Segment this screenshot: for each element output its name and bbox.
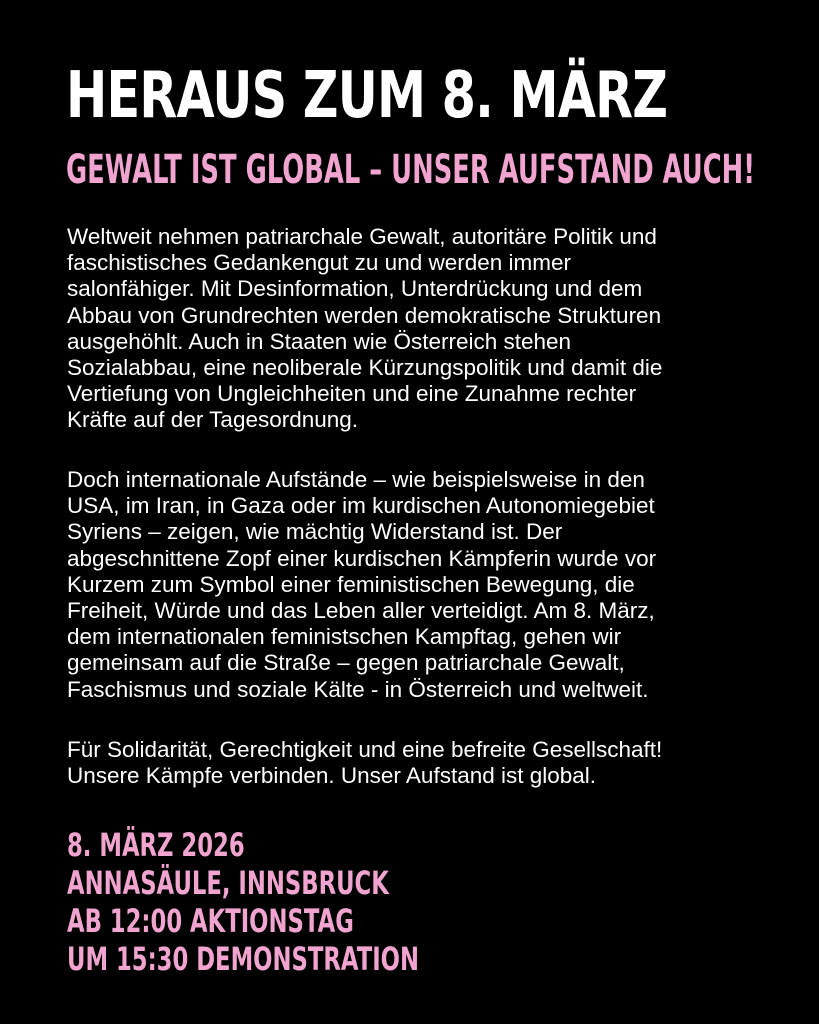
event-location: ANNASÄULE, INNSBRUCK: [67, 864, 389, 902]
text-line: Kräfte auf der Tagesordnung.: [67, 407, 359, 433]
text-line: Weltweit nehmen patriarchale Gewalt, autoritäre Politik und: [67, 224, 657, 249]
text-line: Unsere Kämpfe verbinden. Unser Aufstand ist global.: [67, 763, 597, 789]
text-line: Abbau von Grundrechten werden demokratische Strukturen: [67, 302, 662, 328]
paragraph-solidarity: [67, 737, 662, 789]
subheadline: GEWALT IST GLOBAL – UNSER AUFSTAND AUCH!: [66, 147, 756, 193]
headline: HERAUS ZUM 8. MÄRZ: [66, 59, 668, 133]
paragraph-uprisings: [67, 467, 656, 703]
text-line: USA, im Iran, in Gaza oder im kurdischen Autonomiegebiet: [67, 493, 655, 519]
text-line: Vertiefung von Ungleichheiten und eine Zunahme rechter: [67, 381, 637, 407]
text-line: Faschismus und soziale Kälte - in Österreich und weltweit.: [67, 676, 649, 702]
text-line: abgeschnittene Zopf einer kurdischen Kämpferin wurde vor: [67, 545, 657, 571]
text-line: salonfähiger. Mit Desinformation, Unterdrückung und dem: [67, 276, 643, 302]
text-line: Doch internationale Aufstände – wie beispielsweise in den: [67, 467, 645, 492]
paragraph-intro: [67, 224, 662, 434]
text-line: Für Solidarität, Gerechtigkeit und eine befreite Gesellschaft!: [67, 737, 663, 762]
text-line: Syriens – zeigen, wie mächtig Widerstand ist. Der: [67, 519, 563, 545]
text-line: Sozialabbau, eine neoliberale Kürzungspolitik und damit die: [67, 355, 663, 381]
event-details: [67, 826, 419, 978]
text-line: Freiheit, Würde und das Leben aller verteidigt. Am 8. März,: [67, 598, 655, 624]
text-line: ausgehöhlt. Auch in Staaten wie Österreich stehen: [67, 328, 572, 354]
text-line: faschistisches Gedankengut zu und werden immer: [67, 250, 572, 276]
text-line: gemeinsam auf die Straße – gegen patriarchale Gewalt,: [67, 650, 625, 676]
text-line: Kurzem zum Symbol einer feministischen Bewegung, die: [67, 571, 635, 597]
text-line: dem internationalen feministschen Kampftag, gehen wir: [67, 624, 622, 650]
event-demonstration: UM 15:30 DEMONSTRATION: [67, 940, 419, 978]
event-action-day: AB 12:00 AKTIONSTAG: [67, 902, 354, 940]
event-date: 8. MÄRZ 2026: [67, 826, 245, 864]
